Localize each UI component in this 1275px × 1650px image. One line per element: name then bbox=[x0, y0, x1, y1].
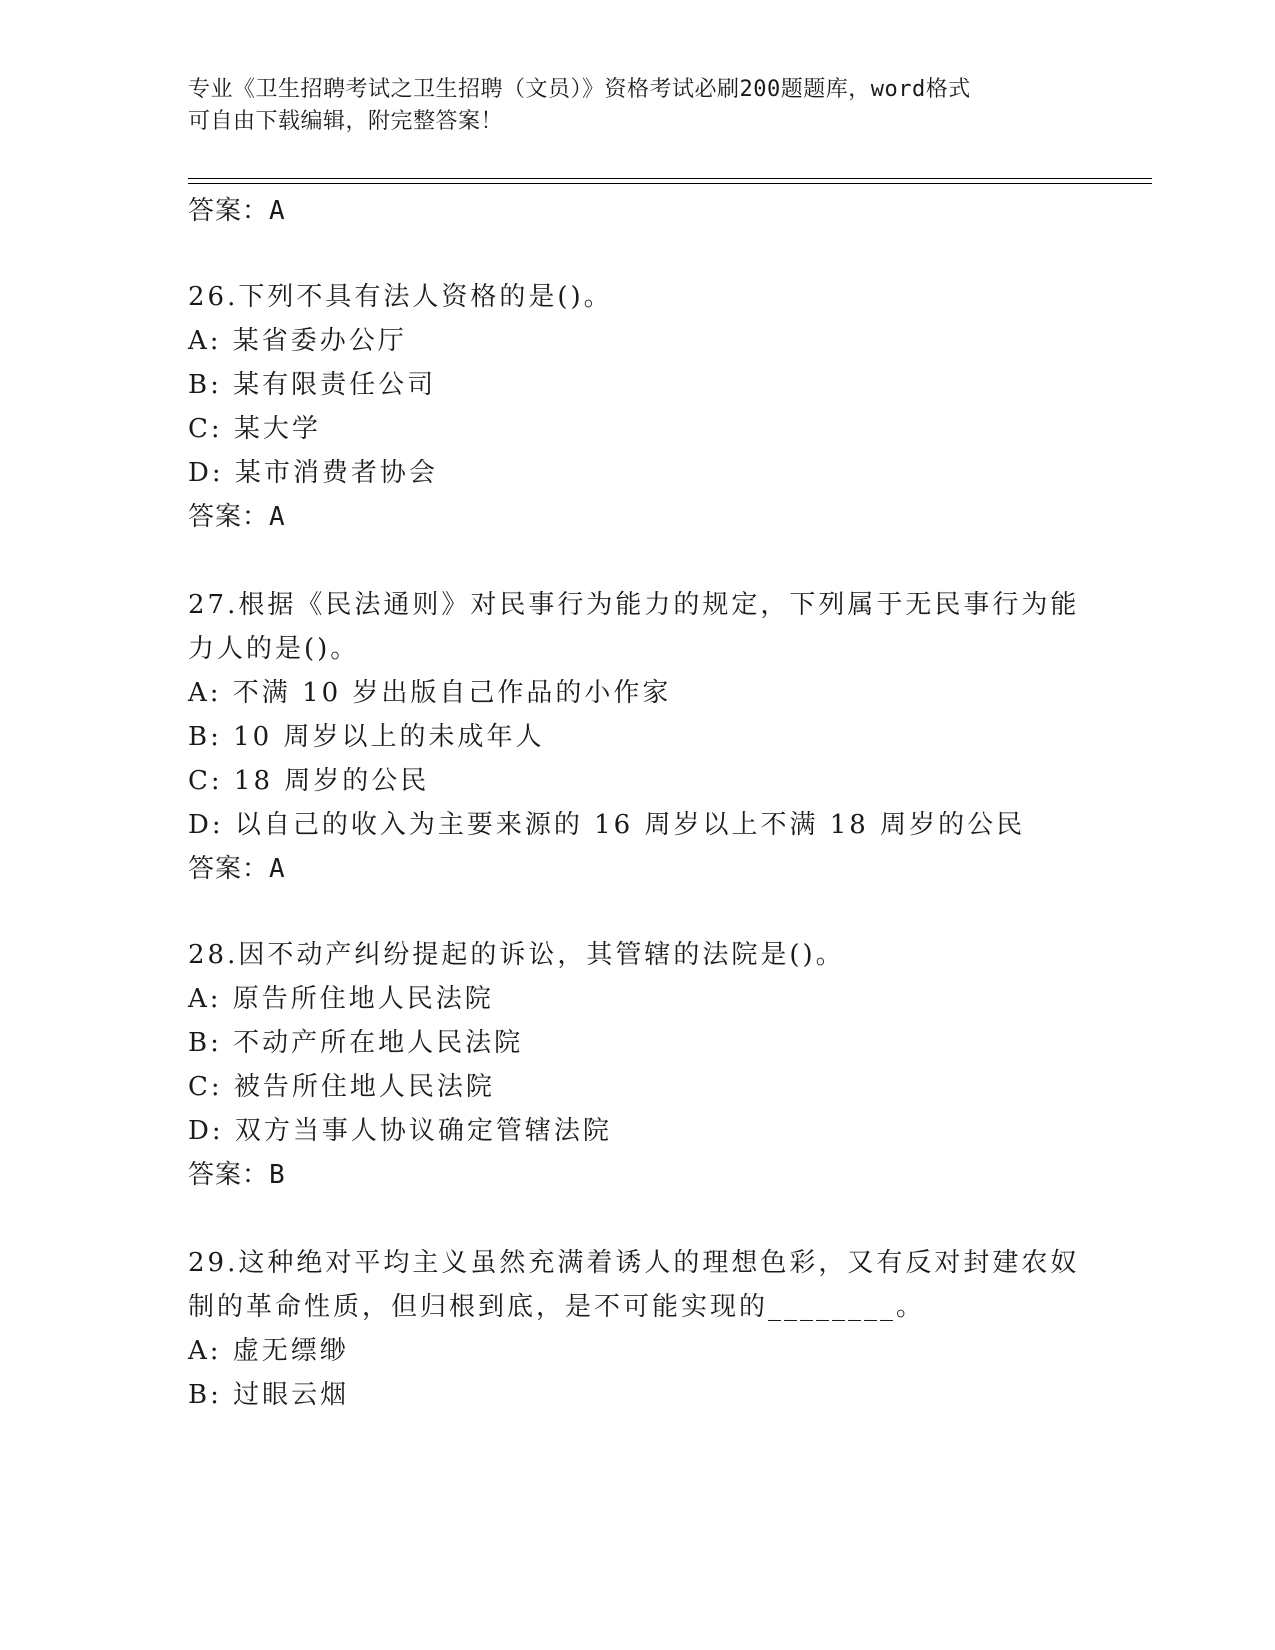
document-header bbox=[188, 74, 1088, 138]
question-stem-continued: 力人的是()。 bbox=[188, 634, 360, 664]
answer-label: 答案：A bbox=[188, 502, 286, 532]
option-a: A: 原告所住地人民法院 bbox=[188, 984, 494, 1014]
header-line-1: 专业《卫生招聘考试之卫生招聘（文员）》资格考试必刷200题题库，word格式 bbox=[188, 77, 971, 102]
option-a: A: 某省委办公厅 bbox=[188, 326, 407, 356]
header-line-2: 可自由下载编辑，附完整答案！ bbox=[188, 109, 504, 134]
option-b: B: 某有限责任公司 bbox=[188, 370, 437, 400]
answer-label: 答案：A bbox=[188, 196, 286, 226]
option-b: B: 过眼云烟 bbox=[188, 1380, 350, 1410]
question-stem: 28.因不动产纠纷提起的诉讼，其管辖的法院是()。 bbox=[188, 940, 845, 970]
question-stem: 26.下列不具有法人资格的是()。 bbox=[188, 282, 613, 312]
question-stem: 27.根据《民法通则》对民事行为能力的规定，下列属于无民事行为能 bbox=[188, 590, 1080, 620]
option-c: C: 被告所住地人民法院 bbox=[188, 1072, 495, 1102]
option-c: C: 18 周岁的公民 bbox=[188, 766, 430, 796]
answer-label: 答案：A bbox=[188, 854, 286, 884]
option-a: A: 虚无缥缈 bbox=[188, 1336, 349, 1366]
option-b: B: 不动产所在地人民法院 bbox=[188, 1028, 524, 1058]
header-rule-bottom bbox=[188, 183, 1152, 184]
option-d: D: 以自己的收入为主要来源的 16 周岁以上不满 18 周岁的公民 bbox=[188, 810, 1026, 840]
option-d: D: 双方当事人协议确定管辖法院 bbox=[188, 1116, 612, 1146]
question-stem-continued: 制的革命性质，但归根到底，是不可能实现的________。 bbox=[188, 1292, 926, 1322]
option-b: B: 10 周岁以上的未成年人 bbox=[188, 722, 545, 752]
question-stem: 29.这种绝对平均主义虽然充满着诱人的理想色彩，又有反对封建农奴 bbox=[188, 1248, 1080, 1278]
header-rule-top bbox=[188, 178, 1152, 179]
answer-label: 答案：B bbox=[188, 1160, 286, 1190]
option-a: A: 不满 10 岁出版自己作品的小作家 bbox=[188, 678, 672, 708]
option-c: C: 某大学 bbox=[188, 414, 321, 444]
option-d: D: 某市消费者协会 bbox=[188, 458, 438, 488]
